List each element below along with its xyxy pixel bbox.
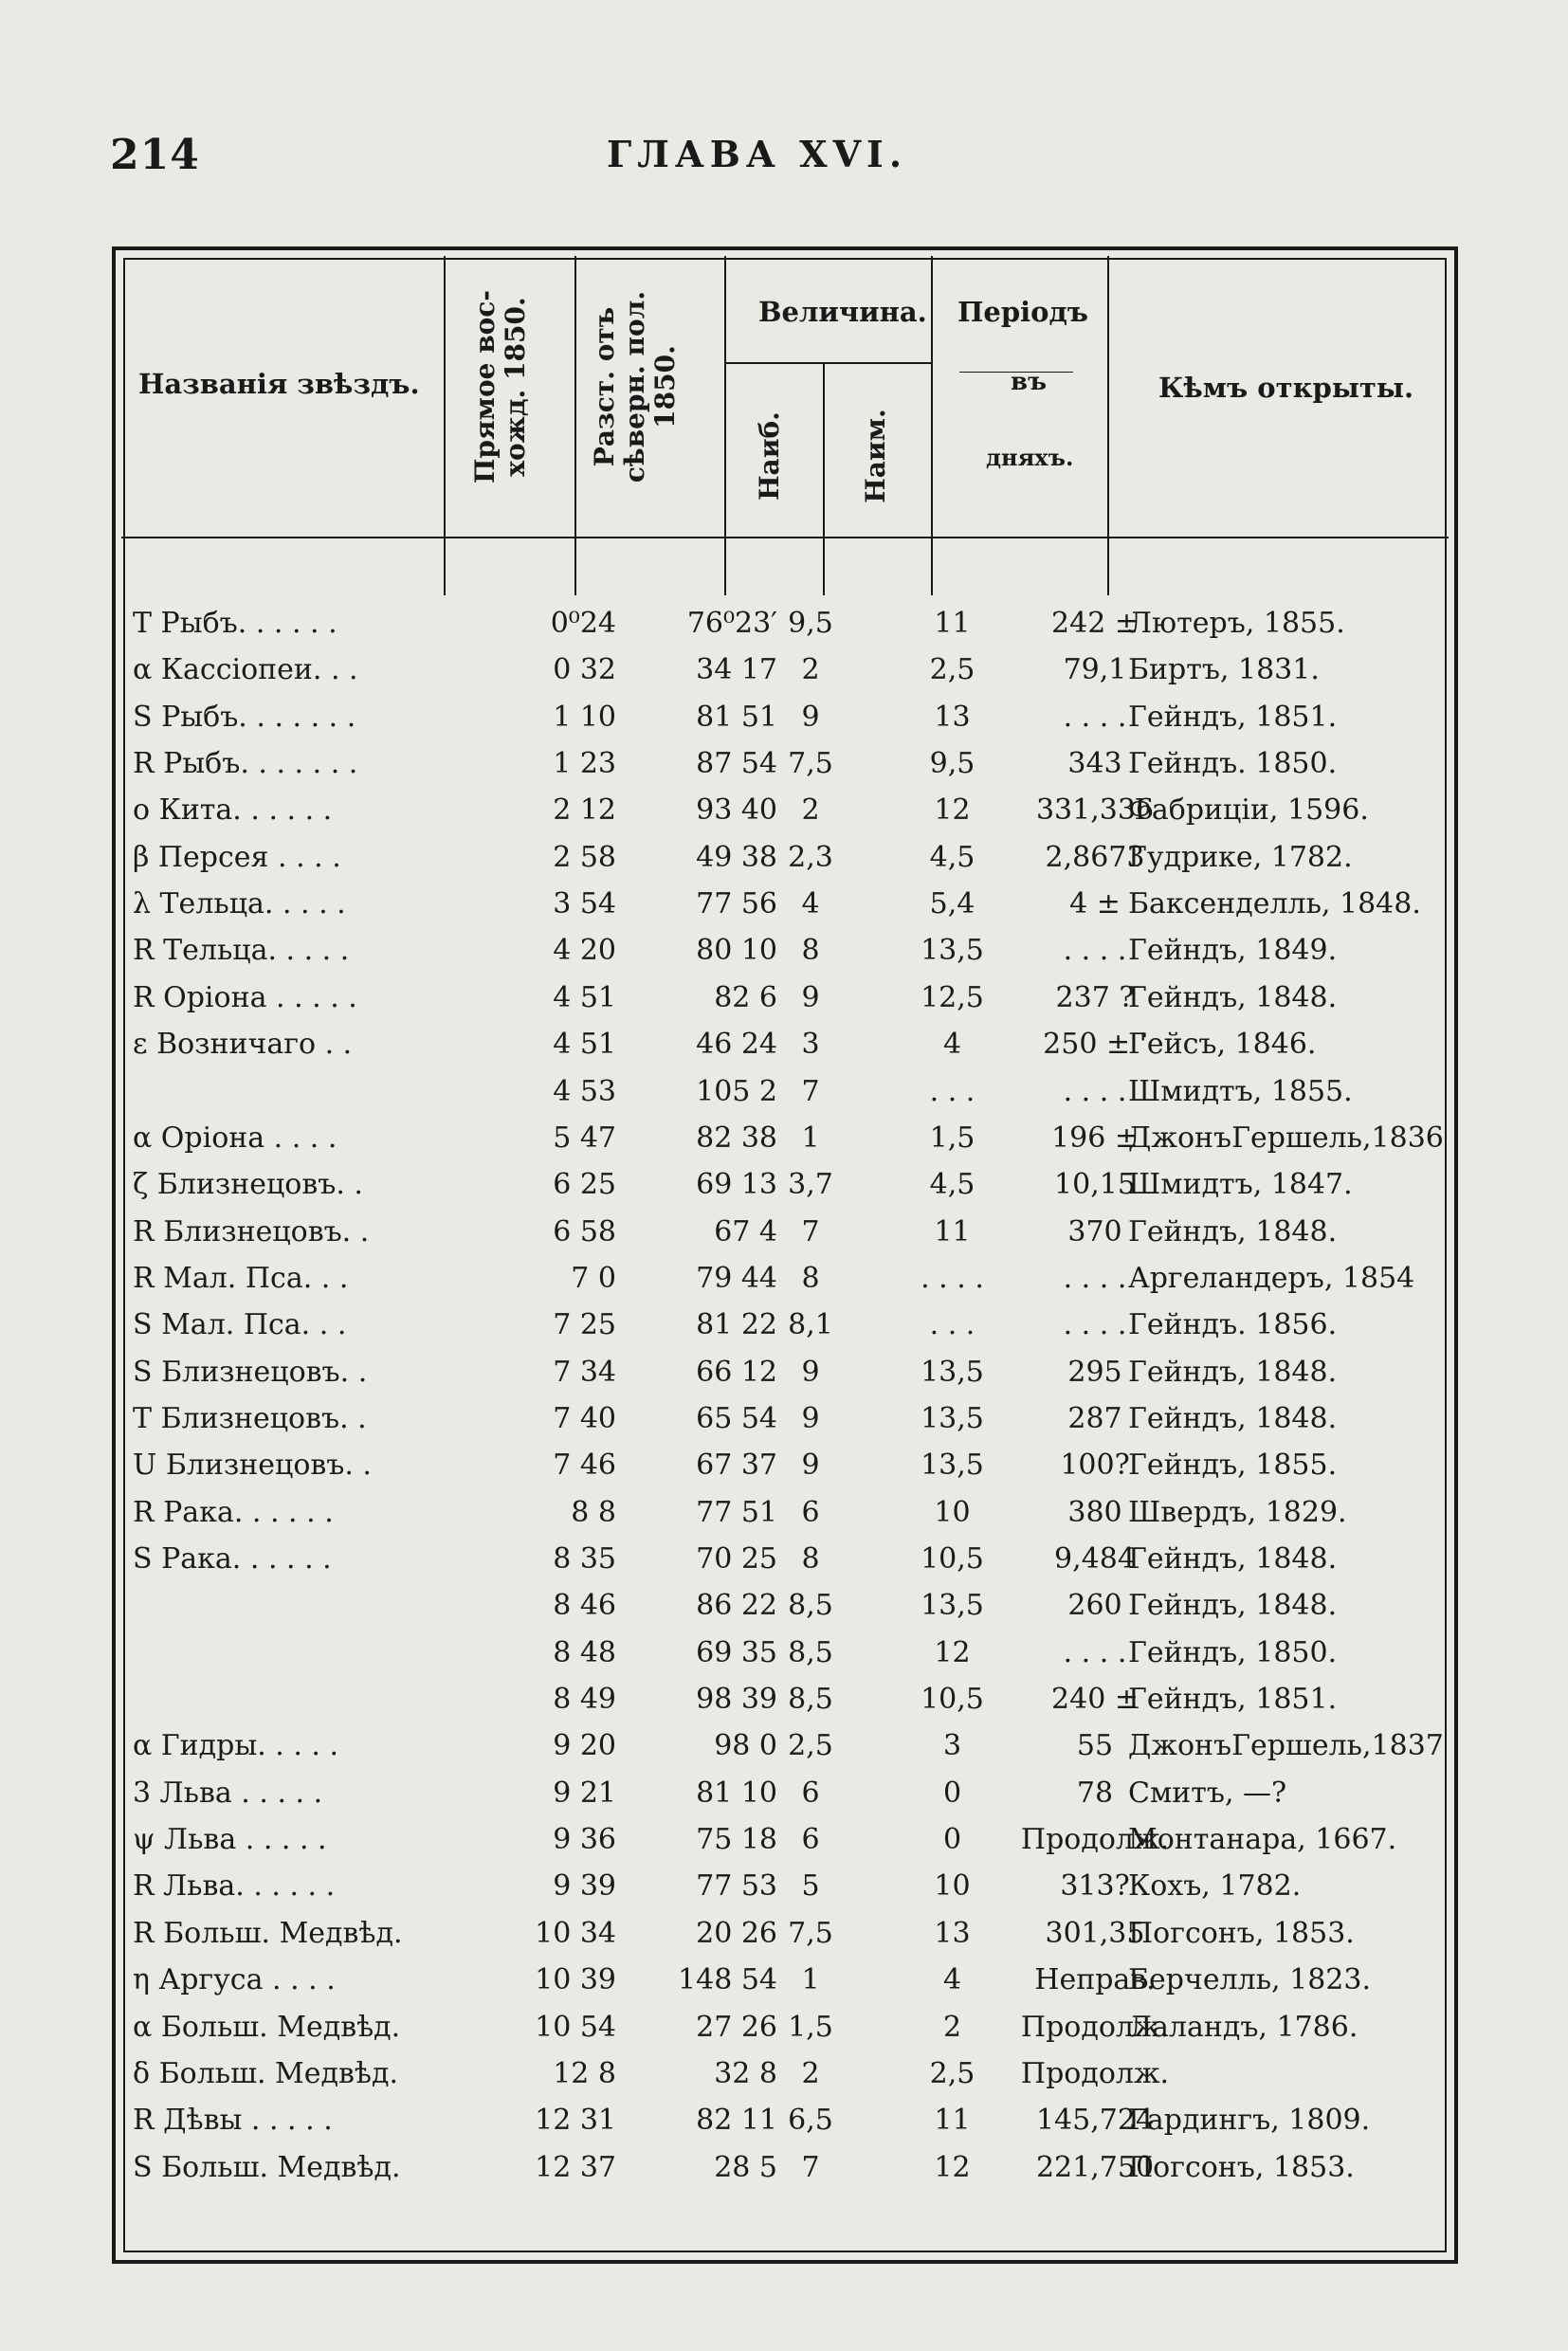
right-ascension-cell: 7 34: [553, 1355, 616, 1389]
table-row: [133, 1215, 1460, 1262]
star-name-cell: R Дѣвы . . . . .: [133, 2104, 333, 2138]
period-days-cell: Неправ.: [1034, 1963, 1156, 1997]
period-days-cell: 196 ±: [1051, 1121, 1139, 1155]
magnitude-min-cell: 4: [942, 1028, 962, 1062]
star-name-cell: R Мал. Пса. . .: [133, 1261, 349, 1295]
discoverer-cell: Гейндъ. 1856.: [1128, 1308, 1338, 1342]
magnitude-max-cell: 2: [801, 2056, 820, 2090]
magnitude-max-cell: 9: [801, 1355, 820, 1389]
header-period: Періодъ: [957, 296, 1089, 328]
star-name-cell: R Рака. . . . . .: [133, 1495, 334, 1529]
magnitude-min-cell: 12: [934, 793, 971, 828]
polar-distance-cell: 69 13: [696, 1168, 777, 1202]
magnitude-max-cell: 2,3: [788, 840, 833, 874]
period-days-cell: . . . .: [1063, 1635, 1127, 1669]
star-name-cell: ο Кита. . . . . .: [133, 793, 333, 828]
magnitude-max-cell: 9: [801, 1449, 820, 1483]
magnitude-min-cell: 11: [934, 607, 971, 640]
period-days-cell: 100?: [1060, 1449, 1130, 1483]
magnitude-max-cell: 2,5: [788, 1729, 833, 1763]
discoverer-cell: ДжонъГершель,1836: [1128, 1121, 1444, 1155]
discoverer-cell: Гейндъ, 1855.: [1128, 1449, 1338, 1483]
period-days-cell: 301,35: [1045, 1916, 1145, 1950]
right-ascension-cell: 9 39: [553, 1869, 616, 1904]
magnitude-max-cell: 6,5: [788, 2104, 833, 2138]
period-days-cell: 78: [1076, 1776, 1114, 1810]
header-declination: Разст. отъ сѣверн. пол. 1850.: [589, 290, 682, 483]
magnitude-max-cell: 7: [801, 1214, 820, 1248]
table-row: [133, 934, 1460, 980]
polar-distance-cell: 81 22: [696, 1308, 777, 1342]
star-name-cell: R Льва. . . . . .: [133, 1869, 336, 1904]
magnitude-max-cell: 2: [801, 653, 820, 687]
header-period-days: дняхъ.: [986, 444, 1074, 471]
magnitude-min-cell: 12,5: [921, 980, 984, 1014]
magnitude-min-cell: 5,4: [929, 887, 975, 921]
right-ascension-cell: 2 12: [553, 793, 616, 828]
magnitude-max-cell: 9: [801, 980, 820, 1014]
star-name-cell: R Оріона . . . . .: [133, 980, 357, 1014]
right-ascension-cell: 12 8: [553, 2056, 616, 2090]
table-row: [133, 2011, 1460, 2057]
discoverer-cell: Погсонъ, 1853.: [1128, 2150, 1355, 2184]
polar-distance-cell: 105 2: [696, 1074, 777, 1108]
table-row: [133, 793, 1460, 840]
discoverer-cell: Шмидтъ, 1855.: [1128, 1074, 1353, 1108]
star-name-cell: α Гидры. . . . .: [133, 1729, 339, 1763]
col-divider: [931, 256, 933, 595]
period-days-cell: . . . .: [1063, 934, 1127, 968]
period-days-cell: 250 ± ': [1043, 1028, 1147, 1062]
period-days-cell: . . . .: [1063, 1074, 1127, 1108]
polar-distance-cell: 20 26: [696, 1916, 777, 1950]
right-ascension-cell: 4 51: [553, 980, 616, 1014]
discoverer-cell: Погсонъ, 1853.: [1128, 1916, 1355, 1950]
table-row: [133, 1262, 1460, 1308]
discoverer-cell: Баксенделль, 1848.: [1128, 887, 1421, 921]
table-row: [133, 1636, 1460, 1683]
period-days-cell: 370: [1067, 1214, 1122, 1248]
table-row: [133, 1075, 1460, 1121]
right-ascension-cell: 6 25: [553, 1168, 616, 1202]
polar-distance-cell: 49 38: [696, 840, 777, 874]
star-name-cell: R Близнецовъ. .: [133, 1214, 370, 1248]
magnitude-max-cell: 6: [801, 1776, 820, 1810]
magnitude-min-cell: 13: [934, 700, 971, 734]
right-ascension-cell: 12 31: [535, 2104, 616, 2138]
star-name-cell: U Близнецовъ. .: [133, 1449, 372, 1483]
star-name-cell: R Тельца. . . . .: [133, 934, 350, 968]
header-right-ascension: Прямое вос- хожд. 1850.: [469, 289, 532, 484]
right-ascension-cell: 9 20: [553, 1729, 616, 1763]
polar-distance-cell: 81 51: [696, 700, 777, 734]
discoverer-cell: Гейндъ, 1848.: [1128, 1542, 1338, 1576]
header-names: Названія звѣздъ.: [138, 368, 420, 400]
polar-distance-cell: 67 4: [714, 1214, 777, 1248]
period-days-cell: . . . .: [1063, 1261, 1127, 1295]
polar-distance-cell: 77 56: [696, 887, 777, 921]
polar-distance-cell: 79 44: [696, 1261, 777, 1295]
table-row: [133, 1121, 1460, 1168]
discoverer-cell: Шмидтъ, 1847.: [1128, 1168, 1353, 1202]
period-days-cell: Продолж.: [1020, 1823, 1170, 1857]
magnitude-min-cell: 10: [934, 1869, 971, 1904]
polar-distance-cell: 66 12: [696, 1355, 777, 1389]
table-row: [133, 1823, 1460, 1869]
header-magnitude: Величина.: [758, 296, 927, 328]
header-rule: [121, 537, 1449, 538]
period-days-cell: Продолж.: [1020, 2056, 1170, 2090]
polar-distance-cell: 70 25: [696, 1542, 777, 1576]
magnitude-min-cell: 13,5: [921, 934, 984, 968]
table-row: [133, 1917, 1460, 1963]
table-row: [133, 1028, 1460, 1074]
discoverer-cell: Лаландъ, 1786.: [1128, 2010, 1358, 2044]
star-name-cell: S Рыбъ. . . . . . .: [133, 700, 356, 734]
star-name-cell: λ Тельца. . . . .: [133, 887, 346, 921]
discoverer-cell: Фабриціи, 1596.: [1128, 793, 1369, 828]
right-ascension-cell: 4 51: [553, 1028, 616, 1062]
magnitude-max-cell: 6: [801, 1823, 820, 1857]
discoverer-cell: Гейндъ, 1848.: [1128, 1589, 1338, 1623]
discoverer-cell: Биртъ, 1831.: [1128, 653, 1320, 687]
star-name-cell: S Мал. Пса. . .: [133, 1308, 347, 1342]
discoverer-cell: Гейндъ, 1848.: [1128, 1401, 1338, 1435]
table-row: [133, 1542, 1460, 1589]
magnitude-max-cell: 7: [801, 1074, 820, 1108]
star-name-cell: ζ Близнецовъ. .: [133, 1168, 363, 1202]
star-name-cell: T Близнецовъ. .: [133, 1401, 367, 1435]
magnitude-rule: [724, 362, 931, 364]
discoverer-cell: Гейндъ, 1848.: [1128, 1214, 1338, 1248]
col-divider: [1107, 256, 1109, 595]
magnitude-max-cell: 3: [801, 1028, 820, 1062]
right-ascension-cell: 8 46: [553, 1589, 616, 1623]
magnitude-max-cell: 8,1: [788, 1308, 833, 1342]
period-days-cell: 343: [1067, 747, 1122, 781]
right-ascension-cell: 0⁰24: [550, 607, 616, 640]
star-name-cell: α Кассіопеи. . .: [133, 653, 358, 687]
polar-distance-cell: 77 53: [696, 1869, 777, 1904]
magnitude-min-cell: 1,5: [929, 1121, 975, 1155]
polar-distance-cell: 98 39: [696, 1683, 777, 1717]
star-name-cell: η Аргуса . . . .: [133, 1963, 336, 1997]
star-name-cell: 3 Льва . . . . .: [133, 1776, 323, 1810]
period-days-cell: 313?: [1060, 1869, 1130, 1904]
right-ascension-cell: 8 35: [553, 1542, 616, 1576]
star-name-cell: S Рака. . . . . .: [133, 1542, 332, 1576]
star-name-cell: β Персея . . . .: [133, 840, 341, 874]
period-days-cell: 380: [1067, 1495, 1122, 1529]
right-ascension-cell: 1 10: [553, 700, 616, 734]
table-row: [133, 701, 1460, 747]
magnitude-min-cell: 4: [942, 1963, 962, 1997]
magnitude-max-cell: 6: [801, 1495, 820, 1529]
polar-distance-cell: 75 18: [696, 1823, 777, 1857]
discoverer-cell: Гейсъ, 1846.: [1128, 1028, 1317, 1062]
polar-distance-cell: 87 54: [696, 747, 777, 781]
right-ascension-cell: 5 47: [553, 1121, 616, 1155]
polar-distance-cell: 82 38: [696, 1121, 777, 1155]
polar-distance-cell: 67 37: [696, 1449, 777, 1483]
period-days-cell: 295: [1067, 1355, 1122, 1389]
table-row: [133, 1683, 1460, 1729]
star-name-cell: ψ Льва . . . . .: [133, 1823, 327, 1857]
magnitude-min-cell: 10: [934, 1495, 971, 1529]
header-discoverer: Кѣмъ открыты.: [1158, 372, 1414, 404]
discoverer-cell: Гейндъ. 1850.: [1128, 747, 1338, 781]
polar-distance-cell: 76⁰23′: [686, 607, 777, 640]
polar-distance-cell: 28 5: [714, 2150, 777, 2184]
discoverer-cell: Гейндъ, 1851.: [1128, 700, 1338, 734]
magnitude-min-cell: 12: [934, 2150, 971, 2184]
magnitude-max-cell: 7,5: [788, 1916, 833, 1950]
discoverer-cell: Аргеландеръ, 1854: [1128, 1261, 1415, 1295]
magnitude-min-cell: 9,5: [929, 747, 975, 781]
star-name-cell: R Рыбъ. . . . . . .: [133, 747, 358, 781]
table-row: [133, 1729, 1460, 1776]
magnitude-min-cell: 0: [942, 1776, 962, 1810]
period-days-cell: 79,1: [1063, 653, 1127, 687]
right-ascension-cell: 7 0: [571, 1261, 616, 1295]
right-ascension-cell: 6 58: [553, 1214, 616, 1248]
magnitude-min-cell: 13,5: [921, 1589, 984, 1623]
period-days-cell: 240 ±: [1051, 1683, 1139, 1717]
discoverer-cell: Смитъ, —?: [1128, 1776, 1287, 1810]
star-name-cell: S Близнецовъ. .: [133, 1355, 368, 1389]
right-ascension-cell: 10 39: [535, 1963, 616, 1997]
magnitude-min-cell: 4,5: [929, 1168, 975, 1202]
magnitude-max-cell: 1,5: [788, 2010, 833, 2044]
magnitude-max-cell: 8: [801, 1261, 820, 1295]
star-name-cell: ε Возничаго . .: [133, 1028, 353, 1062]
table-row: [133, 2104, 1460, 2150]
magnitude-min-cell: . . . .: [921, 1261, 984, 1295]
star-name-cell: R Больш. Медвѣд.: [133, 1916, 403, 1950]
table-row: [133, 1308, 1460, 1355]
table-row: [133, 1869, 1460, 1916]
magnitude-max-cell: 8: [801, 1542, 820, 1576]
discoverer-cell: Гардингъ, 1809.: [1128, 2104, 1371, 2138]
magnitude-min-cell: 2,5: [929, 653, 975, 687]
star-name-cell: α Больш. Медвѣд.: [133, 2010, 401, 2044]
right-ascension-cell: 10 54: [535, 2010, 616, 2044]
col-divider: [444, 256, 446, 595]
magnitude-max-cell: 9,5: [788, 607, 833, 640]
table-row: [133, 653, 1460, 700]
right-ascension-cell: 7 46: [553, 1449, 616, 1483]
period-days-cell: 10,15: [1054, 1168, 1136, 1202]
magnitude-min-cell: 13: [934, 1916, 971, 1950]
magnitude-min-cell: 11: [934, 2104, 971, 2138]
polar-distance-cell: 34 17: [696, 653, 777, 687]
table-row: [133, 747, 1460, 793]
magnitude-min-cell: 2,5: [929, 2056, 975, 2090]
polar-distance-cell: 81 10: [696, 1776, 777, 1810]
polar-distance-cell: 80 10: [696, 934, 777, 968]
period-days-cell: 237 ?: [1055, 980, 1135, 1014]
right-ascension-cell: 4 20: [553, 934, 616, 968]
magnitude-max-cell: 3,7: [788, 1168, 833, 1202]
magnitude-min-cell: 12: [934, 1635, 971, 1669]
period-days-cell: 260: [1067, 1589, 1122, 1623]
period-days-cell: Продолж.: [1020, 2010, 1170, 2044]
right-ascension-cell: 4 53: [553, 1074, 616, 1108]
right-ascension-cell: 7 40: [553, 1401, 616, 1435]
magnitude-max-cell: 7,5: [788, 747, 833, 781]
discoverer-cell: Гейндъ, 1851.: [1128, 1683, 1338, 1717]
polar-distance-cell: 46 24: [696, 1028, 777, 1062]
period-days-cell: 242 ±: [1051, 607, 1139, 640]
star-name-cell: S Больш. Медвѣд.: [133, 2150, 401, 2184]
magnitude-max-cell: 9: [801, 1401, 820, 1435]
table-row: [133, 1449, 1460, 1495]
header-period-in: въ: [1011, 368, 1048, 396]
col-divider: [724, 256, 726, 595]
discoverer-cell: Лютеръ, 1855.: [1128, 607, 1345, 640]
period-days-cell: 221,750: [1035, 2150, 1155, 2184]
table-row: [133, 607, 1460, 653]
magnitude-max-cell: 9: [801, 700, 820, 734]
table-row: [133, 1356, 1460, 1402]
magnitude-min-cell: 13,5: [921, 1355, 984, 1389]
period-days-cell: 55: [1076, 1729, 1114, 1763]
table-row: [133, 1777, 1460, 1823]
right-ascension-cell: 3 54: [553, 887, 616, 921]
period-days-cell: 4 ±: [1069, 887, 1121, 921]
discoverer-cell: Гейндъ, 1849.: [1128, 934, 1338, 968]
polar-distance-cell: 77 51: [696, 1495, 777, 1529]
header-max: Наиб.: [754, 411, 785, 501]
magnitude-min-cell: 10,5: [921, 1542, 984, 1576]
star-name-cell: T Рыбъ. . . . . .: [133, 607, 337, 640]
polar-distance-cell: 82 6: [714, 980, 777, 1014]
magnitude-min-cell: 10,5: [921, 1683, 984, 1717]
period-days-cell: . . . .: [1063, 1308, 1127, 1342]
magnitude-min-cell: . . .: [929, 1074, 975, 1108]
table-row: [133, 2151, 1460, 2197]
discoverer-cell: Монтанара, 1667.: [1128, 1823, 1397, 1857]
magnitude-min-cell: 11: [934, 1214, 971, 1248]
table-row: [133, 1402, 1460, 1449]
star-name-cell: α Оріона . . . .: [133, 1121, 337, 1155]
table-row: [133, 1496, 1460, 1542]
magnitude-max-cell: 8: [801, 934, 820, 968]
magnitude-max-cell: 4: [801, 887, 820, 921]
polar-distance-cell: 93 40: [696, 793, 777, 828]
magnitude-min-cell: 3: [942, 1729, 962, 1763]
magnitude-max-cell: 1: [801, 1121, 820, 1155]
polar-distance-cell: 27 26: [696, 2010, 777, 2044]
table-row: [133, 841, 1460, 887]
discoverer-cell: Гейндъ, 1848.: [1128, 1355, 1338, 1389]
magnitude-max-cell: 5: [801, 1869, 820, 1904]
header-min: Наим.: [860, 409, 891, 503]
table-row: [133, 1589, 1460, 1635]
right-ascension-cell: 8 49: [553, 1683, 616, 1717]
star-name-cell: δ Больш. Медвѣд.: [133, 2056, 398, 2090]
magnitude-min-cell: 0: [942, 1823, 962, 1857]
period-days-cell: 287: [1067, 1401, 1122, 1435]
right-ascension-cell: 8 48: [553, 1635, 616, 1669]
discoverer-cell: Берчелль, 1823.: [1128, 1963, 1371, 1997]
period-days-cell: . . . .: [1063, 700, 1127, 734]
magnitude-max-cell: 7: [801, 2150, 820, 2184]
polar-distance-cell: 69 35: [696, 1635, 777, 1669]
right-ascension-cell: 9 36: [553, 1823, 616, 1857]
period-days-cell: 145,724: [1035, 2104, 1155, 2138]
magnitude-max-cell: 8,5: [788, 1589, 833, 1623]
magnitude-min-cell: . . .: [929, 1308, 975, 1342]
magnitude-min-cell: 13,5: [921, 1449, 984, 1483]
discoverer-cell: Гейндъ, 1850.: [1128, 1635, 1338, 1669]
col-divider: [823, 362, 825, 595]
right-ascension-cell: 9 21: [553, 1776, 616, 1810]
polar-distance-cell: 86 22: [696, 1589, 777, 1623]
col-divider: [574, 256, 576, 595]
right-ascension-cell: 1 23: [553, 747, 616, 781]
table-row: [133, 2057, 1460, 2104]
period-days-cell: 331,336: [1035, 793, 1155, 828]
right-ascension-cell: 0 32: [553, 653, 616, 687]
magnitude-min-cell: 4,5: [929, 840, 975, 874]
chapter-title: ГЛАВА XVI.: [607, 133, 908, 175]
polar-distance-cell: 148 54: [678, 1963, 777, 1997]
table-row: [133, 1168, 1460, 1214]
period-days-cell: 2,8673: [1045, 840, 1145, 874]
table-row: [133, 981, 1460, 1028]
right-ascension-cell: 10 34: [535, 1916, 616, 1950]
table-row: [133, 887, 1460, 934]
discoverer-cell: Гудрике, 1782.: [1128, 840, 1353, 874]
right-ascension-cell: 2 58: [553, 840, 616, 874]
polar-distance-cell: 65 54: [696, 1401, 777, 1435]
period-days-cell: 9,484: [1054, 1542, 1136, 1576]
right-ascension-cell: 7 25: [553, 1308, 616, 1342]
polar-distance-cell: 98 0: [714, 1729, 777, 1763]
magnitude-min-cell: 2: [942, 2010, 962, 2044]
magnitude-max-cell: 2: [801, 793, 820, 828]
discoverer-cell: Гейндъ, 1848.: [1128, 980, 1338, 1014]
magnitude-max-cell: 8,5: [788, 1683, 833, 1717]
right-ascension-cell: 12 37: [535, 2150, 616, 2184]
page-number: 214: [110, 131, 200, 179]
magnitude-min-cell: 13,5: [921, 1401, 984, 1435]
magnitude-max-cell: 1: [801, 1963, 820, 1997]
right-ascension-cell: 8 8: [571, 1495, 616, 1529]
polar-distance-cell: 32 8: [714, 2056, 777, 2090]
discoverer-cell: ДжонъГершель,1837: [1128, 1729, 1444, 1763]
table-row: [133, 1963, 1460, 2010]
discoverer-cell: Кохъ, 1782.: [1128, 1869, 1302, 1904]
discoverer-cell: Швердъ, 1829.: [1128, 1495, 1347, 1529]
magnitude-max-cell: 8,5: [788, 1635, 833, 1669]
polar-distance-cell: 82 11: [696, 2104, 777, 2138]
